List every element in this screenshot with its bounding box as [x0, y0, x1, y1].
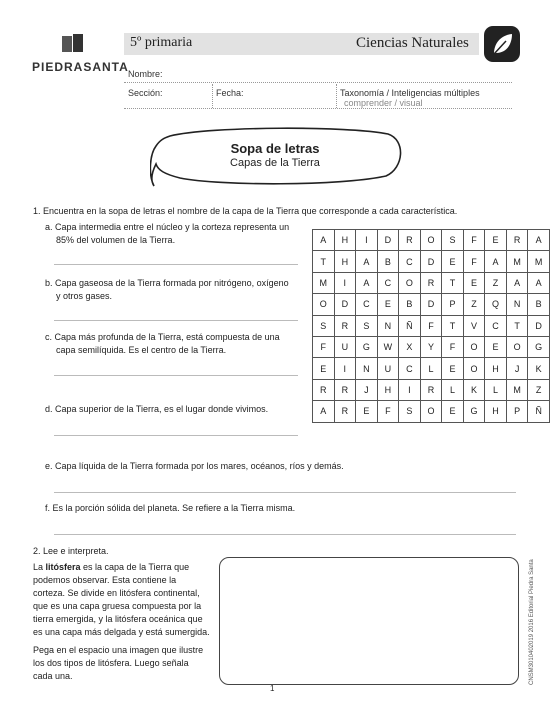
grid-cell[interactable]: L [420, 358, 442, 379]
grid-row [313, 294, 550, 315]
grid-row [313, 315, 550, 336]
q1-prompt: 1. Encuentra en la sopa de letras el nombre de la capa de la Tierra que corresponde a cada característica. [33, 206, 458, 216]
grid-cell[interactable]: H [377, 379, 399, 400]
grid-cell[interactable]: A [528, 272, 550, 293]
grid-cell[interactable]: U [334, 336, 356, 357]
word-search-grid [312, 229, 550, 423]
grid-cell[interactable]: O [313, 294, 335, 315]
grid-cell[interactable]: I [399, 379, 421, 400]
grid-row [313, 230, 550, 251]
grid-cell[interactable]: O [399, 272, 421, 293]
grid-cell[interactable]: E [485, 336, 507, 357]
q2-keyword: litósfera [45, 562, 81, 572]
grid-cell[interactable]: L [442, 379, 464, 400]
grid-cell[interactable]: E [442, 251, 464, 272]
grid-cell[interactable]: Z [463, 294, 485, 315]
grid-cell[interactable]: R [334, 315, 356, 336]
q2-text: Pega en el espacio una imagen que ilustre [33, 645, 204, 655]
grid-cell[interactable]: B [377, 251, 399, 272]
grid-cell[interactable]: R [420, 272, 442, 293]
grid-cell[interactable]: R [420, 379, 442, 400]
grid-cell[interactable]: X [399, 336, 421, 357]
grid-cell[interactable]: C [399, 251, 421, 272]
grid-cell[interactable]: E [463, 272, 485, 293]
grid-cell[interactable]: H [334, 230, 356, 251]
grid-cell[interactable]: P [506, 401, 528, 422]
name-label: Nombre: [128, 69, 163, 79]
grid-cell[interactable]: M [506, 379, 528, 400]
leaf-icon [484, 26, 520, 62]
grid-cell[interactable]: C [356, 294, 378, 315]
grid-cell[interactable]: E [442, 358, 464, 379]
q2-text: corteza. Se divide en litósfera continental, [33, 588, 200, 598]
grid-cell[interactable]: S [399, 401, 421, 422]
grid-cell[interactable]: A [506, 272, 528, 293]
grid-cell[interactable]: F [420, 315, 442, 336]
grid-cell[interactable]: R [399, 230, 421, 251]
book-logo-icon [62, 34, 84, 54]
grid-cell[interactable]: K [528, 358, 550, 379]
grid-cell[interactable]: D [420, 251, 442, 272]
grid-cell[interactable]: T [442, 315, 464, 336]
grid-cell[interactable]: I [334, 272, 356, 293]
grid-cell[interactable]: D [528, 315, 550, 336]
q1c-text: c. Capa más profunda de la Tierra, está compuesta de una [45, 332, 280, 342]
grid-cell[interactable]: F [377, 401, 399, 422]
grid-cell[interactable]: E [356, 401, 378, 422]
grid-cell[interactable]: H [334, 251, 356, 272]
title-bubble [150, 124, 408, 188]
grid-cell[interactable]: S [442, 230, 464, 251]
q2-text: La [33, 562, 46, 572]
grade-label: 5º primaria [130, 35, 193, 50]
grid-cell[interactable]: D [420, 294, 442, 315]
grid-cell[interactable]: T [506, 315, 528, 336]
grid-cell[interactable]: W [377, 336, 399, 357]
grid-cell[interactable]: G [463, 401, 485, 422]
worksheet-subtitle: Capas de la Tierra [230, 157, 320, 169]
grid-cell[interactable]: E [442, 401, 464, 422]
grid-cell[interactable]: O [420, 230, 442, 251]
grid-cell[interactable]: O [463, 336, 485, 357]
grid-cell[interactable]: I [356, 230, 378, 251]
grid-cell[interactable]: B [528, 294, 550, 315]
grid-cell[interactable]: O [506, 336, 528, 357]
q2-paragraph-2 [33, 644, 223, 683]
side-code: CNSM3010402019 2016 Editorial Piedra Santa [529, 559, 535, 685]
grid-cell[interactable]: H [485, 358, 507, 379]
grid-cell[interactable]: H [485, 401, 507, 422]
grid-row [313, 379, 550, 400]
name-field[interactable] [124, 82, 512, 83]
divider [336, 84, 337, 108]
grid-cell[interactable]: L [485, 379, 507, 400]
grid-cell[interactable]: V [463, 315, 485, 336]
grid-cell[interactable]: Ñ [399, 315, 421, 336]
grid-cell[interactable]: F [463, 230, 485, 251]
grid-cell[interactable]: P [442, 294, 464, 315]
grid-cell[interactable]: Q [485, 294, 507, 315]
grid-cell[interactable]: S [356, 315, 378, 336]
grid-row [313, 336, 550, 357]
grid-cell[interactable]: T [313, 251, 335, 272]
q1e-text: e. Capa líquida de la Tierra formada por los mares, océanos, ríos y demás. [45, 461, 344, 471]
q1b-text: b. Capa gaseosa de la Tierra formada por nitrógeno, oxígeno [45, 278, 289, 288]
grid-cell[interactable]: M [528, 251, 550, 272]
q2-text: es una capa más delgada y está sumergida. [33, 627, 210, 637]
q1f-answer-line[interactable] [54, 534, 516, 535]
grid-cell[interactable]: Z [528, 379, 550, 400]
grid-cell[interactable]: Z [485, 272, 507, 293]
q1d-text: d. Capa superior de la Tierra, es el lugar donde vivimos. [45, 404, 269, 414]
q1f-text: f. Es la porción sólida del planeta. Se refiere a la Tierra misma. [45, 503, 296, 513]
q1c-text-cont: capa semilíquida. Es el centro de la Tierra. [56, 345, 227, 355]
grid-row [313, 272, 550, 293]
grid-cell[interactable]: N [356, 358, 378, 379]
q1b-answer-line[interactable] [54, 320, 298, 321]
q1a-text-cont: 85% del volumen de la Tierra. [56, 235, 176, 245]
q2-paragraph-1 [33, 561, 223, 639]
grid-cell[interactable]: J [506, 358, 528, 379]
grid-cell[interactable]: C [485, 315, 507, 336]
grid-cell[interactable]: T [442, 272, 464, 293]
grid-cell[interactable]: R [334, 401, 356, 422]
q1c-answer-line[interactable] [54, 375, 298, 376]
q2-text: que es una capa gruesa compuesta por la [33, 601, 202, 611]
grid-cell[interactable]: D [334, 294, 356, 315]
taxonomy-label: Taxonomía / Inteligencias múltiples [340, 88, 480, 98]
grid-row [313, 251, 550, 272]
q2-text: es la capa de la Tierra que [80, 562, 190, 572]
grid-cell[interactable]: E [377, 294, 399, 315]
q1a-answer-line[interactable] [54, 264, 298, 265]
grid-cell[interactable]: F [442, 336, 464, 357]
q1d-answer-line[interactable] [54, 435, 298, 436]
subject-label: Ciencias Naturales [356, 35, 469, 51]
grid-cell[interactable]: J [356, 379, 378, 400]
grid-cell[interactable]: Y [420, 336, 442, 357]
grid-cell[interactable]: Ñ [528, 401, 550, 422]
grid-row [313, 358, 550, 379]
page-number: 1 [270, 684, 275, 693]
image-paste-box[interactable] [219, 557, 519, 685]
grid-cell[interactable]: O [420, 401, 442, 422]
grid-cell[interactable]: N [506, 294, 528, 315]
worksheet-title: Sopa de letras [230, 141, 320, 156]
grid-cell[interactable]: A [528, 230, 550, 251]
grid-cell[interactable]: F [313, 336, 335, 357]
grid-cell[interactable]: M [313, 272, 335, 293]
grid-cell[interactable]: S [313, 315, 335, 336]
q2-prompt: 2. Lee e interpreta. [33, 546, 109, 556]
grid-cell[interactable]: O [463, 358, 485, 379]
q2-text: los dos tipos de litósfera. Luego señala [33, 658, 189, 668]
grid-cell[interactable]: R [313, 379, 335, 400]
section-field[interactable] [124, 108, 512, 109]
grid-cell[interactable]: C [399, 358, 421, 379]
grid-cell[interactable]: R [506, 230, 528, 251]
grid-cell[interactable]: A [485, 251, 507, 272]
grid-row [313, 401, 550, 422]
grid-cell[interactable]: E [313, 358, 335, 379]
grid-cell[interactable]: K [463, 379, 485, 400]
q1e-answer-line[interactable] [54, 492, 516, 493]
section-label: Sección: [128, 88, 163, 98]
grid-cell[interactable]: A [356, 251, 378, 272]
grid-cell[interactable]: A [313, 401, 335, 422]
grid-cell[interactable]: G [356, 336, 378, 357]
date-label: Fecha: [216, 88, 244, 98]
grid-cell[interactable]: B [399, 294, 421, 315]
grid-cell[interactable]: U [377, 358, 399, 379]
grid-cell[interactable]: C [377, 272, 399, 293]
grid-cell[interactable]: M [506, 251, 528, 272]
q1a-text: a. Capa intermedia entre el núcleo y la corteza representa un [45, 222, 290, 232]
grid-cell[interactable]: A [313, 230, 335, 251]
grid-cell[interactable]: R [334, 379, 356, 400]
q2-text: cada una. [33, 671, 73, 681]
brand-logo: PIEDRASANTA [32, 60, 129, 74]
grid-cell[interactable]: N [377, 315, 399, 336]
divider [212, 84, 213, 108]
q2-text: tierra emergida, y la litósfera oceánica que [33, 614, 203, 624]
grid-cell[interactable]: E [485, 230, 507, 251]
q1b-text-cont: y otros gases. [56, 291, 113, 301]
q2-text: podemos observar. Esta contiene la [33, 575, 177, 585]
taxonomy-value: comprender / visual [344, 98, 423, 108]
grid-cell[interactable]: D [377, 230, 399, 251]
grid-cell[interactable]: A [356, 272, 378, 293]
grid-cell[interactable]: G [528, 336, 550, 357]
grid-cell[interactable]: F [463, 251, 485, 272]
grid-cell[interactable]: I [334, 358, 356, 379]
